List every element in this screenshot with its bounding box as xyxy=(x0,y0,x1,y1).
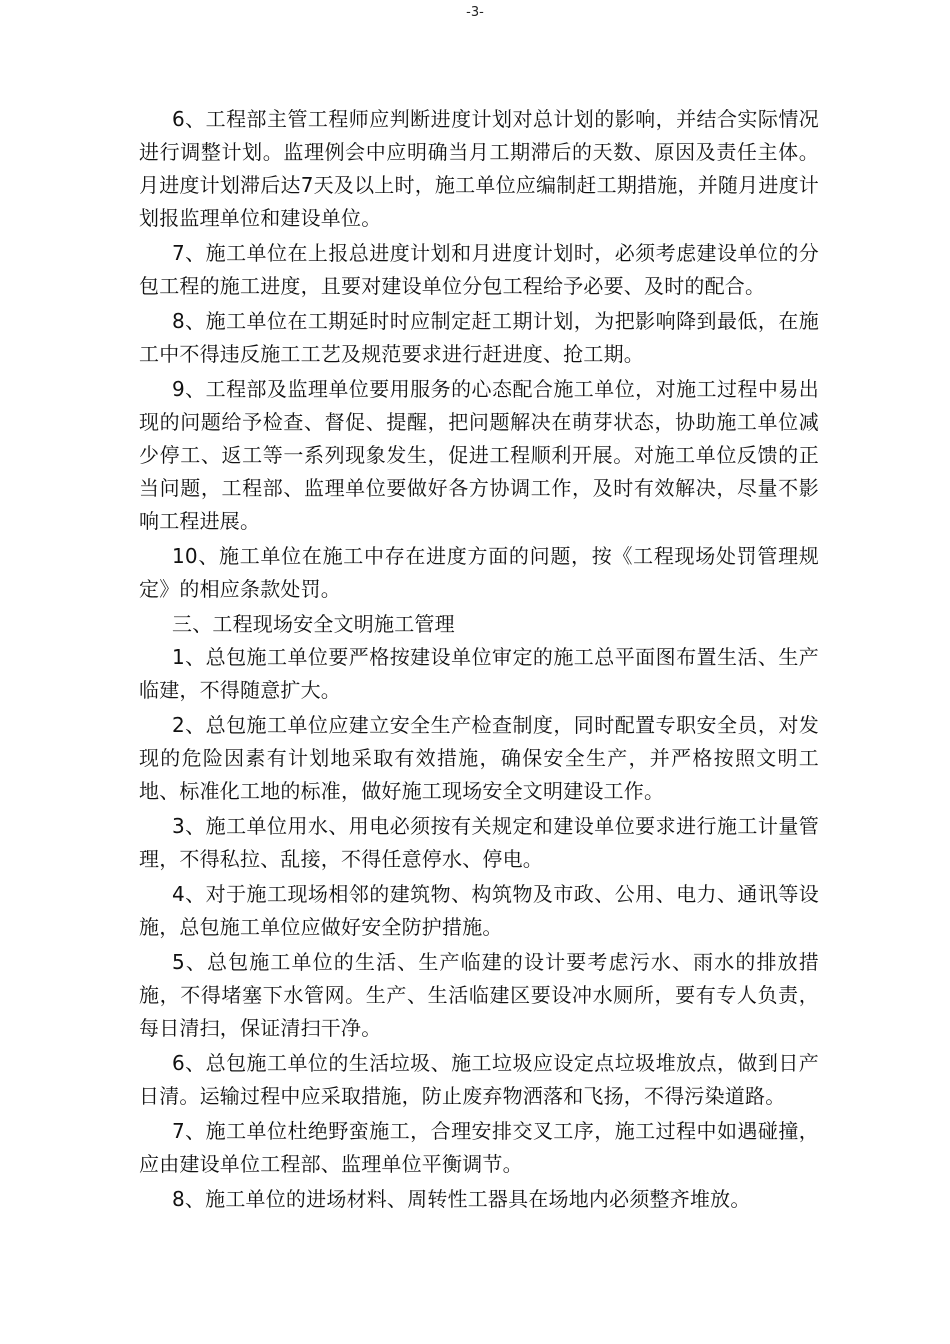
paragraph-safety-1: 1、总包施工单位要严格按建设单位审定的施工总平面图布置生活、生产临建，不得随意扩大。 xyxy=(139,645,819,702)
paragraph-safety-6: 6、总包施工单位的生活垃圾、施工垃圾应设定点垃圾堆放点，做到日产日清。运输过程中应采取措施，防止废弃物洒落和飞扬，不得污染道路。 xyxy=(139,1051,819,1108)
paragraph-progress-8: 8、施工单位在工期延时时应制定赶工期计划，为把影响降到最低，在施工中不得违反施工工艺及规范要求进行赶进度、抢工期。 xyxy=(139,309,819,366)
paragraph-safety-8: 8、施工单位的进场材料、周转性工器具在场地内必须整齐堆放。 xyxy=(172,1187,751,1211)
paragraph-safety-5: 5、总包施工单位的生活、生产临建的设计要考虑污水、雨水的排放措施，不得堵塞下水管网。生产、生活临建区要设冲水厕所，要有专人负责，每日清扫，保证清扫干净。 xyxy=(139,950,819,1040)
paragraph-safety-4: 4、对于施工现场相邻的建筑物、构筑物及市政、公用、电力、通讯等设施，总包施工单位应做好安全防护措施。 xyxy=(139,882,819,939)
paragraph-progress-7: 7、施工单位在上报总进度计划和月进度计划时，必须考虑建设单位的分包工程的施工进度，且要对建设单位分包工程给予必要、及时的配合。 xyxy=(139,241,819,298)
paragraph-safety-3: 3、施工单位用水、用电必须按有关规定和建设单位要求进行施工计量管理，不得私拉、乱接，不得任意停水、停电。 xyxy=(139,814,819,871)
section-heading-safety: 三、工程现场安全文明施工管理 xyxy=(172,612,455,636)
paragraph-progress-10: 10、施工单位在施工中存在进度方面的问题，按《工程现场处罚管理规定》的相应条款处罚。 xyxy=(139,544,819,601)
document-body xyxy=(139,103,819,1218)
page-number: -3- xyxy=(466,5,484,20)
paragraph-progress-6: 6、工程部主管工程师应判断进度计划对总计划的影响，并结合实际情况进行调整计划。监理例会中应明确当月工期滞后的天数、原因及责任主体。月进度计划滞后达7天及以上时，施工单位应编制赶工期措施，并随月进度计划报监理单位和建设单位。 xyxy=(139,107,819,230)
paragraph-safety-7: 7、施工单位杜绝野蛮施工，合理安排交叉工序，施工过程中如遇碰撞，应由建设单位工程部、监理单位平衡调节。 xyxy=(139,1119,819,1176)
paragraph-progress-9: 9、工程部及监理单位要用服务的心态配合施工单位，对施工过程中易出现的问题给予检查、督促、提醒，把问题解决在萌芽状态，协助施工单位减少停工、返工等一系列现象发生，促进工程顺利开展。对施工单位反馈的正当问题，工程部、监理单位要做好各方协调工作，及时有效解决，尽量不影响工程进展。 xyxy=(139,377,819,533)
paragraph-safety-2: 2、总包施工单位应建立安全生产检查制度，同时配置专职安全员，对发现的危险因素有计划地采取有效措施，确保安全生产，并严格按照文明工地、标准化工地的标准，做好施工现场安全文明建设工作。 xyxy=(139,713,819,803)
